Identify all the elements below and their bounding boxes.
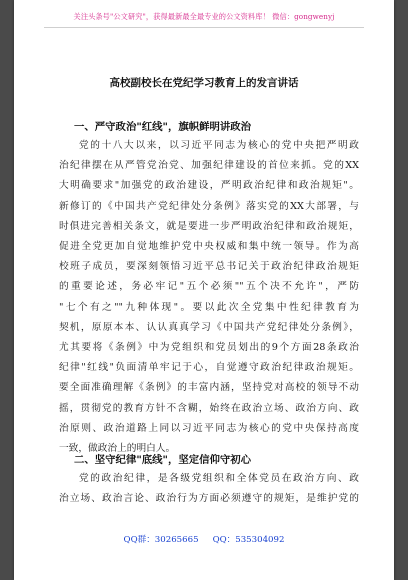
section2-line-1: 党的政治纪律，是各级党组织和全体党员在政治方向、政	[79, 473, 359, 484]
section1-line-10: 契机，原原本本、认认真真学习《中国共产党纪律处分条例》，	[59, 321, 359, 333]
section2-body	[59, 469, 359, 509]
section1-line-1: 党的十八大以来，以习近平同志为核心的党中央把严明政	[79, 140, 359, 151]
section1-line-4: 新修订的《中国共产党纪律处分条例》落实党的XX大部署，与	[59, 200, 359, 212]
document-page	[14, 0, 394, 580]
section1-line-13: 要全面准确理解《条例》的丰富内涵，坚持党对高校的领导不动	[59, 382, 359, 394]
header-promo-text: 关注头条号"公文研究"，获得最新最全最专业的公文资料库！ 微信：gongwenyj	[73, 12, 335, 21]
section2-heading: 二、坚守纪律"底线"，坚定信仰守初心	[74, 454, 252, 466]
section1-line-3: 大明确要求"加强党的政治建设，严明政治纪律和政治规矩"。	[59, 180, 359, 192]
footer-contact	[14, 533, 394, 545]
section1-line-8: 的重要论述，务必牢记"五个必须""五个决不允许"，严防	[59, 281, 359, 293]
footer-qq: QQ：535304092	[212, 535, 285, 545]
section1-line-11: 尤其要将《条例》中为党组织和党员划出的9个方面28条政治	[59, 342, 359, 354]
section1-line-9: "七个有之""九种体现"。要以此次全党集中性纪律教育为	[59, 301, 359, 313]
document-title: 高校副校长在党纪学习教育上的发言讲话	[109, 77, 299, 89]
header-divider	[44, 27, 364, 28]
section1-line-7: 校班子成员，要深刻领悟习近平总书记关于政治纪律政治规矩	[59, 261, 359, 273]
section2-line-2: 治立场、政治言论、政治行为方面必须遵守的规矩，是维护党的	[59, 493, 359, 505]
section1-line-2: 治纪律摆在从严管党治党、加强纪律建设的首位来抓。党的XX	[59, 160, 359, 172]
section1-line-14: 摇，贯彻党的教育方针不含糊，始终在政治立场、政治方向、政	[59, 402, 359, 414]
section1-heading: 一、严守政治"红线"，旗帜鲜明讲政治	[74, 121, 252, 133]
section1-body	[59, 136, 359, 459]
section1-line-12: 纪律"红线"负面清单牢记于心，自觉遵守政治纪律政治规矩。	[59, 362, 359, 374]
section1-line-16: 一致，做政治上的明白人。	[59, 443, 176, 455]
section1-line-6: 促进全党更加自觉地维护党中央权威和集中统一领导。作为高	[59, 241, 359, 253]
section1-line-5: 时俱进完善相关条文，就是要进一步严明政治纪律和政治规矩，	[59, 220, 359, 232]
footer-qq-group: QQ群：30265665	[123, 535, 199, 545]
section1-line-15: 治原则、政治道路上同以习近平同志为核心的党中央保持高度	[59, 422, 359, 434]
